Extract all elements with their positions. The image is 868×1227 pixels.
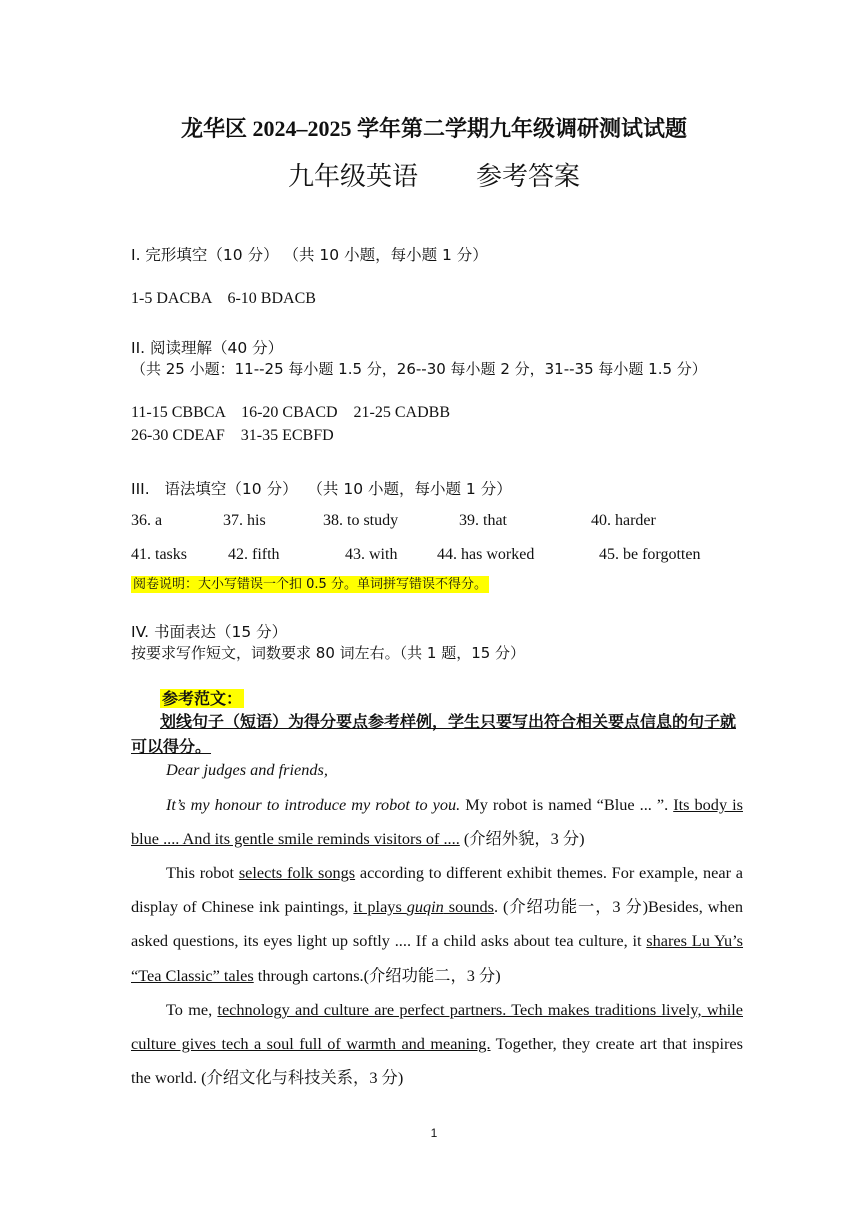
essay-p2-plays: it plays <box>353 897 407 917</box>
subtitle-answer-key: 参考答案 <box>476 162 581 191</box>
essay-p2-i: through cartons.(介绍功能二，3 分) <box>253 965 501 985</box>
section-2-answers-line-1: 11-15 CBBCA 16-20 CBACD 21-25 CADBB <box>131 404 450 421</box>
answer-42: 42. fifth <box>228 546 280 563</box>
answer-37: 37. his <box>223 512 266 529</box>
marking-note-wrap <box>131 573 489 593</box>
essay-p1-score: (介绍外貌，3 分) <box>459 829 585 849</box>
subtitle-subject: 九年级英语 <box>287 162 418 191</box>
answer-40: 40. harder <box>591 512 656 529</box>
essay-p3-c: Together, they create art that inspires the world. (介绍文化与科技关系，3 分) <box>131 1034 743 1088</box>
essay-p2-guqin: guqin <box>406 897 444 917</box>
essay-p1-opening: It’s my honour to introduce my robot to you. <box>166 795 461 814</box>
essay-p3-partners: technology and culture are perfect partners. Tech makes traditions lively, while culture gives tech a soul full of warmth and meaning. <box>131 1000 743 1054</box>
answer-36: 36. a <box>131 512 163 529</box>
essay-paragraph-3 <box>131 993 743 1096</box>
answer-44: 44. has worked <box>437 546 535 563</box>
answer-41: 41. tasks <box>131 546 187 563</box>
essay-p2-sounds: sounds <box>443 897 495 917</box>
section-2-answers-line-2: 26-30 CDEAF 31-35 ECBFD <box>131 427 334 444</box>
document-title: 龙华区 2024–2025 学年第二学期九年级调研测试试题 <box>180 116 687 141</box>
essay-greeting: Dear judges and friends, <box>166 760 328 779</box>
section-2-scoring-note: （共 25 小题：11--25 每小题 1.5 分，26--30 每小题 2 分，31--35 每小题 1.5 分） <box>131 360 707 378</box>
section-4-heading: IV. 书面表达（15 分） <box>131 623 288 641</box>
answer-43: 43. with <box>345 546 398 563</box>
document-subtitle <box>0 156 868 193</box>
section-4-requirement: 按要求写作短文，词数要求 80 词左右。（共 1 题，15 分） <box>131 644 526 662</box>
page-number: 1 <box>430 1126 438 1140</box>
essay-p3-a: To me, <box>166 1000 218 1019</box>
essay-paragraph-2 <box>131 856 743 993</box>
essay-p2-a: This robot <box>166 863 239 882</box>
section-1-answers: 1-5 DACBA 6-10 BDACB <box>131 290 316 307</box>
essay-p1-appearance: Its body is blue .... And its gentle smile reminds visitors of .... <box>131 795 743 849</box>
essay-p1-name: My robot is named “Blue ... ”. <box>460 795 674 814</box>
section-2-heading: II. 阅读理解（40 分） <box>131 339 284 357</box>
marking-note: 阅卷说明：大小写错误一个扣 0.5 分。单词拼写错误不得分。 <box>133 577 487 592</box>
scoring-instruction: 划线句子（短语）为得分要点参考样例，学生只要写出符合相关要点信息的句子就可以得分。 <box>131 712 737 756</box>
essay-p2-folk-songs: selects folk songs <box>238 863 356 882</box>
section-1-heading: I. 完形填空（10 分） （共 10 小题，每小题 1 分） <box>131 246 488 264</box>
essay-paragraph-1 <box>131 788 743 856</box>
answer-39: 39. that <box>459 512 507 529</box>
sample-label-wrap <box>160 686 244 709</box>
answer-45: 45. be forgotten <box>599 546 701 563</box>
sample-essay-label: 参考范文： <box>162 689 243 708</box>
essay-p2-g: . (介绍功能一，3 分)Besides, when asked questions, its eyes light up softly .... If a child asks about tea culture, it <box>131 897 743 951</box>
answer-38: 38. to study <box>323 512 399 529</box>
section-3-heading: III. 语法填空（10 分） （共 10 小题，每小题 1 分） <box>131 480 512 498</box>
essay-p2-c: according to different exhibit themes. For example, near a display of Chinese ink paintings, <box>131 863 744 917</box>
essay-p2-tea-classic: shares Lu Yu’s “Tea Classic” tales <box>131 931 744 985</box>
